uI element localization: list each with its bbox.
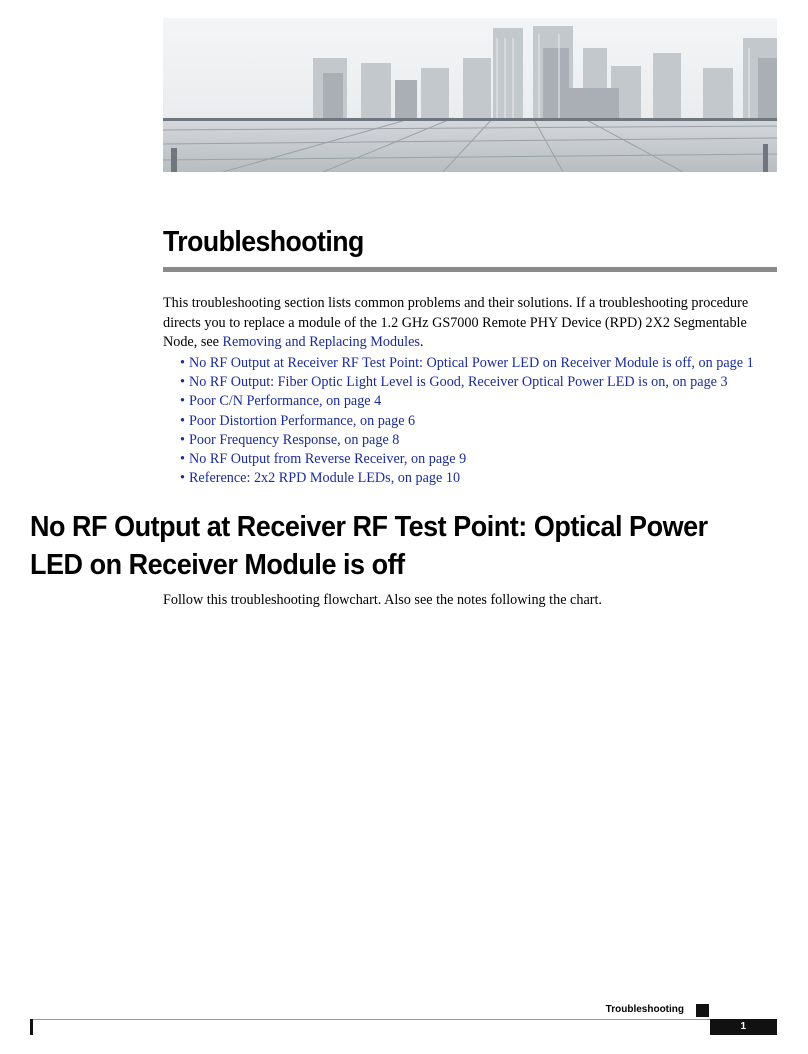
footer-rule	[30, 1019, 777, 1020]
city-skyline-icon	[163, 18, 777, 172]
section-title: No RF Output at Receiver RF Test Point: Optical Power LED on Receiver Module is off	[30, 511, 708, 581]
bullet-icon: •	[180, 374, 185, 391]
bullet-icon: •	[180, 355, 185, 371]
intro-text: This troubleshooting section lists common problems and their solutions. If a troubleshooting procedure directs you to replace a module of the 1.2 GHz GS7000 Remote PHY Device (RPD) 2X2 Segmentable Node, see	[163, 295, 749, 350]
toc-link[interactable]: Poor C/N Performance, on page 4	[188, 393, 382, 410]
list-item	[180, 469, 754, 488]
toc-link[interactable]: No RF Output: Fiber Optic Light Level is Good, Receiver Optical Power LED is on, on page 3	[188, 374, 728, 391]
list-item	[180, 373, 754, 392]
topic-list	[180, 354, 754, 488]
list-item	[180, 450, 754, 469]
list-item	[180, 431, 754, 450]
toc-link[interactable]: No RF Output from Reverse Receiver, on page 9	[188, 451, 467, 468]
bullet-icon: •	[180, 393, 185, 410]
toc-link[interactable]: No RF Output at Receiver RF Test Point: Optical Power LED on Receiver Module is off, on page 1	[188, 355, 754, 371]
toc-link[interactable]: Poor Frequency Response, on page 8	[188, 431, 400, 448]
chapter-title: Troubleshooting	[163, 226, 364, 258]
footer-chapter-label: Troubleshooting	[605, 1004, 684, 1015]
toc-link[interactable]: Poor Distortion Performance, on page 6	[188, 412, 416, 429]
intro-end: .	[419, 334, 424, 350]
list-item	[180, 412, 754, 431]
removing-replacing-modules-link[interactable]: Removing and Replacing Modules	[222, 334, 420, 350]
footer-tick	[30, 1019, 33, 1035]
bullet-icon: •	[180, 451, 185, 468]
header-city-image	[163, 18, 777, 172]
list-item	[180, 354, 754, 373]
page-number: 1	[710, 1019, 777, 1035]
bullet-icon: •	[180, 470, 185, 487]
toc-link[interactable]: Reference: 2x2 RPD Module LEDs, on page 10	[188, 470, 461, 487]
intro-paragraph	[163, 294, 779, 353]
footer-marker-icon	[696, 1004, 709, 1017]
list-item	[180, 392, 754, 411]
bullet-icon: •	[180, 431, 185, 448]
title-rule	[163, 267, 777, 272]
bullet-icon: •	[180, 412, 185, 429]
section-body-text: Follow this troubleshooting flowchart. Also see the notes following the chart.	[163, 592, 602, 608]
